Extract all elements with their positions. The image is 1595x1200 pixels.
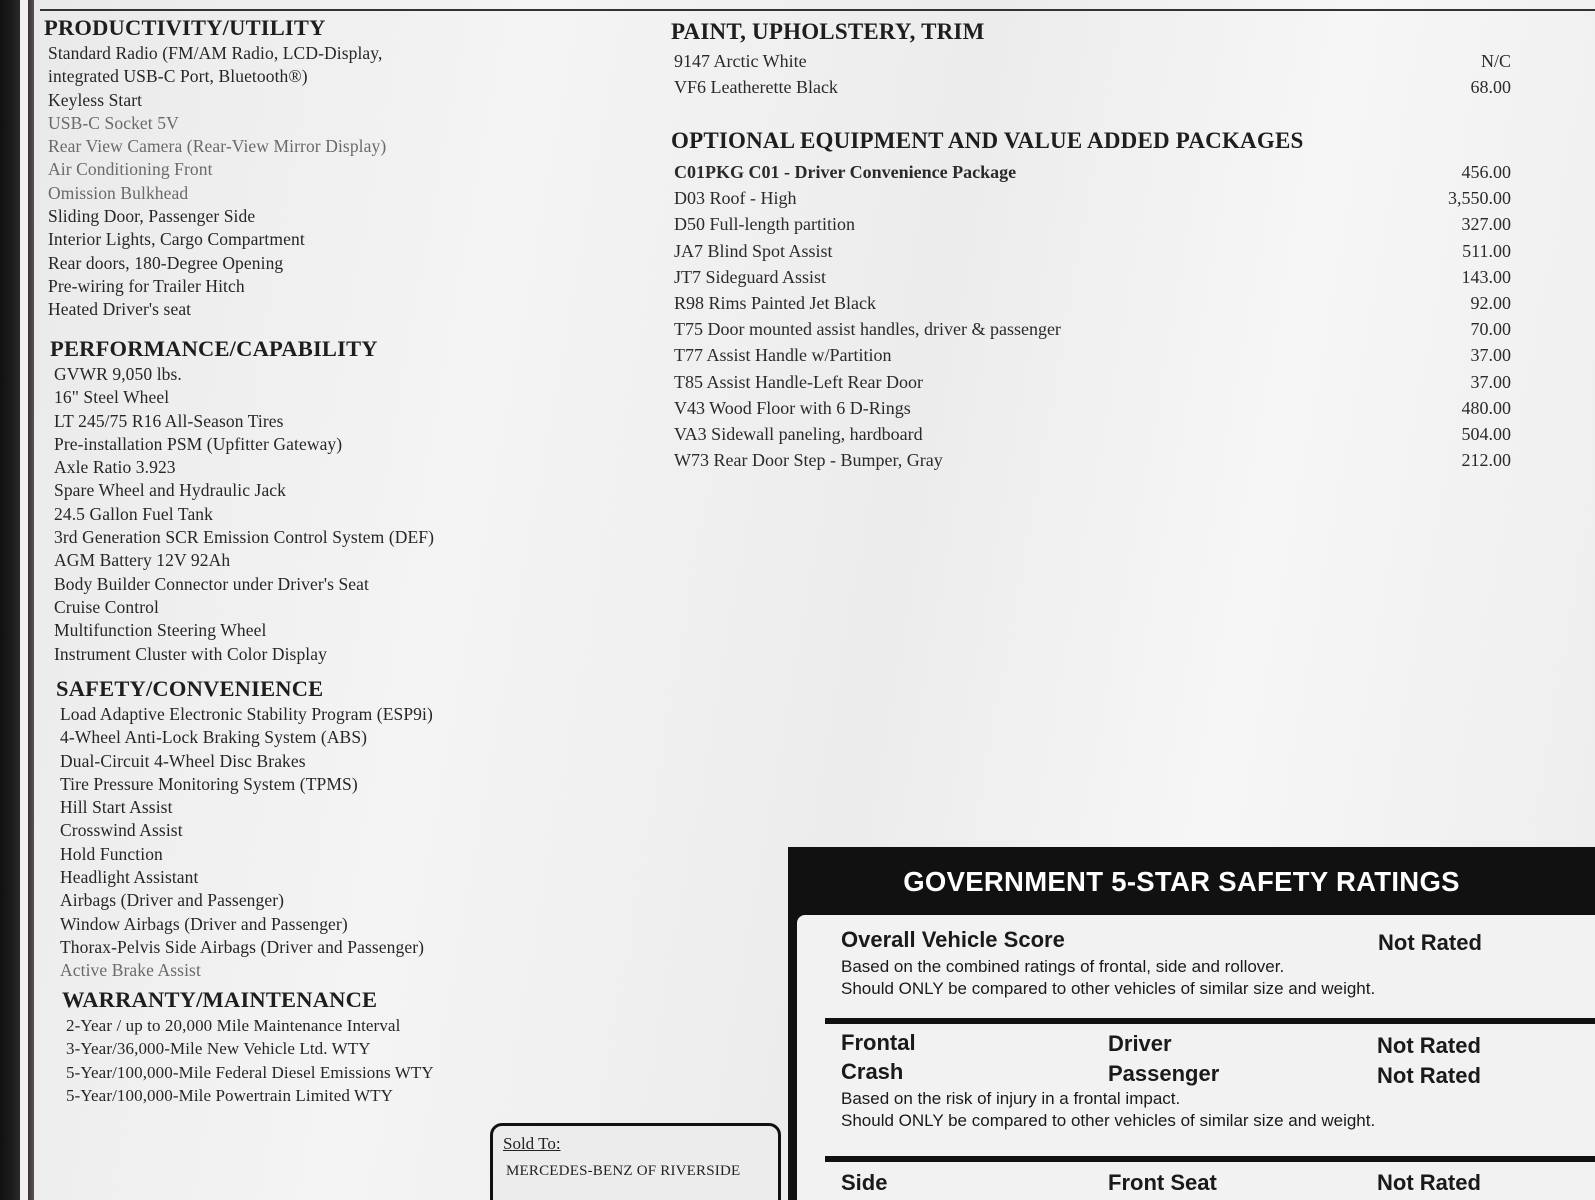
row-description: T75 Door mounted assist handles, driver & passenger — [674, 319, 1061, 340]
list-item: Thorax-Pelvis Side Airbags (Driver and Passenger) — [60, 936, 425, 957]
frontal-note-1: Based on the risk of injury in a frontal impact. — [841, 1089, 1181, 1108]
price-row — [671, 211, 1511, 237]
price-row — [671, 264, 1511, 290]
list-item: 24.5 Gallon Fuel Tank — [54, 503, 214, 524]
row-description: T77 Assist Handle w/Partition — [674, 345, 892, 366]
row-price: 212.00 — [1461, 450, 1511, 471]
section-heading: SAFETY/CONVENIENCE — [56, 676, 324, 701]
side-label: Side — [841, 1170, 888, 1195]
list-item: Headlight Assistant — [60, 867, 199, 888]
row-description: D50 Full-length partition — [674, 214, 855, 235]
passenger-label: Passenger — [1108, 1061, 1220, 1086]
list-item: Airbags (Driver and Passenger) — [60, 890, 285, 911]
row-price: 37.00 — [1470, 371, 1511, 392]
list-item: integrated USB-C Port, Bluetooth®) — [48, 66, 308, 87]
list-item: Multifunction Steering Wheel — [54, 620, 267, 641]
crash-label: Crash — [841, 1059, 904, 1084]
sticker-frame-gap — [20, 0, 28, 1200]
row-price: 456.00 — [1461, 162, 1511, 182]
section-heading: PAINT, UPHOLSTERY, TRIM — [671, 19, 985, 44]
row-description: D03 Roof - High — [674, 188, 797, 209]
row-price: 511.00 — [1462, 240, 1511, 261]
price-row — [671, 74, 1511, 100]
row-price: 70.00 — [1470, 319, 1511, 340]
price-row — [671, 48, 1511, 74]
section-heading: WARRANTY/MAINTENANCE — [62, 987, 378, 1012]
frontal-note-2: Should ONLY be compared to other vehicles of similar size and weight. — [841, 1111, 1376, 1130]
row-description: JT7 Sideguard Assist — [674, 266, 827, 287]
sold-to-box — [490, 1123, 781, 1200]
list-item: 5-Year/100,000-Mile Powertrain Limited WTY — [66, 1085, 393, 1105]
list-item: GVWR 9,050 lbs. — [54, 364, 182, 384]
list-item: Cruise Control — [54, 596, 159, 617]
list-item: Active Brake Assist — [60, 960, 201, 981]
list-item: Rear doors, 180-Degree Opening — [48, 252, 284, 273]
overall-score-label: Overall Vehicle Score — [841, 927, 1065, 952]
row-price: 504.00 — [1461, 424, 1511, 445]
list-item: 3-Year/36,000-Mile New Vehicle Ltd. WTY — [66, 1039, 371, 1059]
list-item: AGM Battery 12V 92Ah — [54, 550, 231, 571]
list-item: Dual-Circuit 4-Wheel Disc Brakes — [60, 750, 306, 771]
section-productivity — [44, 14, 386, 322]
list-item: 3rd Generation SCR Emission Control System (DEF) — [54, 527, 435, 548]
price-row — [671, 185, 1511, 211]
row-price: N/C — [1480, 51, 1511, 71]
list-item: Standard Radio (FM/AM Radio, LCD-Display, — [48, 43, 383, 63]
section-divider — [825, 1018, 1595, 1024]
price-row — [671, 316, 1511, 342]
list-item: Load Adaptive Electronic Stability Program (ESP9i) — [60, 704, 433, 724]
row-price: 480.00 — [1461, 397, 1511, 418]
row-description: JA7 Blind Spot Assist — [674, 240, 833, 261]
list-item: Pre-installation PSM (Upfitter Gateway) — [54, 433, 343, 454]
sticker-frame-rule — [28, 0, 34, 1200]
safety-ratings-body — [797, 915, 1595, 1200]
list-item: Instrument Cluster with Color Display — [54, 643, 327, 664]
list-item: 5-Year/100,000-Mile Federal Diesel Emissions WTY — [66, 1062, 434, 1082]
list-item: Pre-wiring for Trailer Hitch — [48, 275, 245, 296]
dealer-name: MERCEDES-BENZ OF RIVERSIDE — [506, 1163, 741, 1179]
sold-to-label: Sold To: — [503, 1134, 561, 1153]
section-paint-upholstery-trim — [671, 16, 1511, 100]
section-safety-convenience — [56, 675, 433, 983]
price-row — [671, 447, 1511, 473]
list-item: Body Builder Connector under Driver's Seat — [54, 573, 369, 594]
row-price: 143.00 — [1461, 266, 1511, 287]
price-row — [671, 395, 1511, 421]
row-description: W73 Rear Door Step - Bumper, Gray — [674, 450, 943, 471]
section-warranty — [62, 986, 434, 1107]
price-row — [671, 238, 1511, 264]
side-rating: Not Rated — [1377, 1170, 1481, 1195]
row-description: R98 Rims Painted Jet Black — [674, 293, 876, 314]
row-description: C01PKG C01 - Driver Convenience Package — [674, 162, 1017, 182]
price-row — [671, 159, 1511, 185]
list-item: Hill Start Assist — [60, 797, 173, 818]
list-item: Spare Wheel and Hydraulic Jack — [54, 480, 287, 501]
top-divider — [40, 9, 1595, 11]
section-performance — [50, 335, 434, 666]
list-item: 4-Wheel Anti-Lock Braking System (ABS) — [60, 727, 368, 748]
list-item: USB-C Socket 5V — [48, 112, 179, 133]
list-item: 2-Year / up to 20,000 Mile Maintenance Interval — [66, 1016, 401, 1035]
section-optional-equipment — [671, 125, 1511, 473]
row-price: 68.00 — [1470, 77, 1511, 98]
row-description: 9147 Arctic White — [674, 51, 807, 71]
front-seat-label: Front Seat — [1108, 1170, 1217, 1195]
price-row — [671, 342, 1511, 368]
list-item: Rear View Camera (Rear-View Mirror Display) — [48, 136, 387, 157]
section-heading: OPTIONAL EQUIPMENT AND VALUE ADDED PACKAGES — [671, 128, 1304, 153]
list-item: 16" Steel Wheel — [54, 387, 170, 408]
row-description: T85 Assist Handle-Left Rear Door — [674, 371, 923, 392]
row-price: 3,550.00 — [1448, 188, 1511, 209]
safety-ratings-panel — [788, 847, 1595, 1200]
list-item: Heated Driver's seat — [48, 299, 192, 320]
list-item: Tire Pressure Monitoring System (TPMS) — [60, 773, 358, 794]
overall-note-1: Based on the combined ratings of frontal, side and rollover. — [841, 957, 1285, 976]
row-price: 327.00 — [1461, 214, 1511, 235]
list-item: LT 245/75 R16 All-Season Tires — [54, 410, 284, 431]
price-row — [671, 290, 1511, 316]
sticker-frame-edge — [0, 0, 20, 1200]
list-item: Sliding Door, Passenger Side — [48, 206, 256, 227]
frontal-label: Frontal — [841, 1030, 916, 1055]
passenger-rating: Not Rated — [1377, 1063, 1481, 1088]
section-heading: PERFORMANCE/CAPABILITY — [50, 336, 378, 361]
price-row — [671, 369, 1511, 395]
row-price: 92.00 — [1470, 293, 1511, 314]
overall-score-rating: Not Rated — [1378, 930, 1482, 955]
list-item: Crosswind Assist — [60, 820, 183, 841]
driver-label: Driver — [1108, 1031, 1172, 1056]
price-row — [671, 421, 1511, 447]
safety-ratings-title: GOVERNMENT 5-STAR SAFETY RATINGS — [903, 866, 1460, 897]
list-item: Hold Function — [60, 843, 163, 864]
list-item: Omission Bulkhead — [48, 182, 189, 203]
section-divider — [825, 1156, 1595, 1162]
row-description: VF6 Leatherette Black — [674, 77, 838, 98]
list-item: Axle Ratio 3.923 — [54, 457, 176, 478]
overall-note-2: Should ONLY be compared to other vehicles of similar size and weight. — [841, 979, 1376, 998]
list-item: Keyless Start — [48, 89, 143, 110]
driver-rating: Not Rated — [1377, 1033, 1481, 1058]
section-heading: PRODUCTIVITY/UTILITY — [44, 15, 326, 40]
row-description: V43 Wood Floor with 6 D-Rings — [674, 397, 911, 418]
list-item: Interior Lights, Cargo Compartment — [48, 229, 305, 250]
row-description: VA3 Sidewall paneling, hardboard — [674, 424, 923, 445]
list-item: Window Airbags (Driver and Passenger) — [60, 913, 348, 934]
list-item: Air Conditioning Front — [48, 159, 213, 180]
row-price: 37.00 — [1470, 345, 1511, 366]
